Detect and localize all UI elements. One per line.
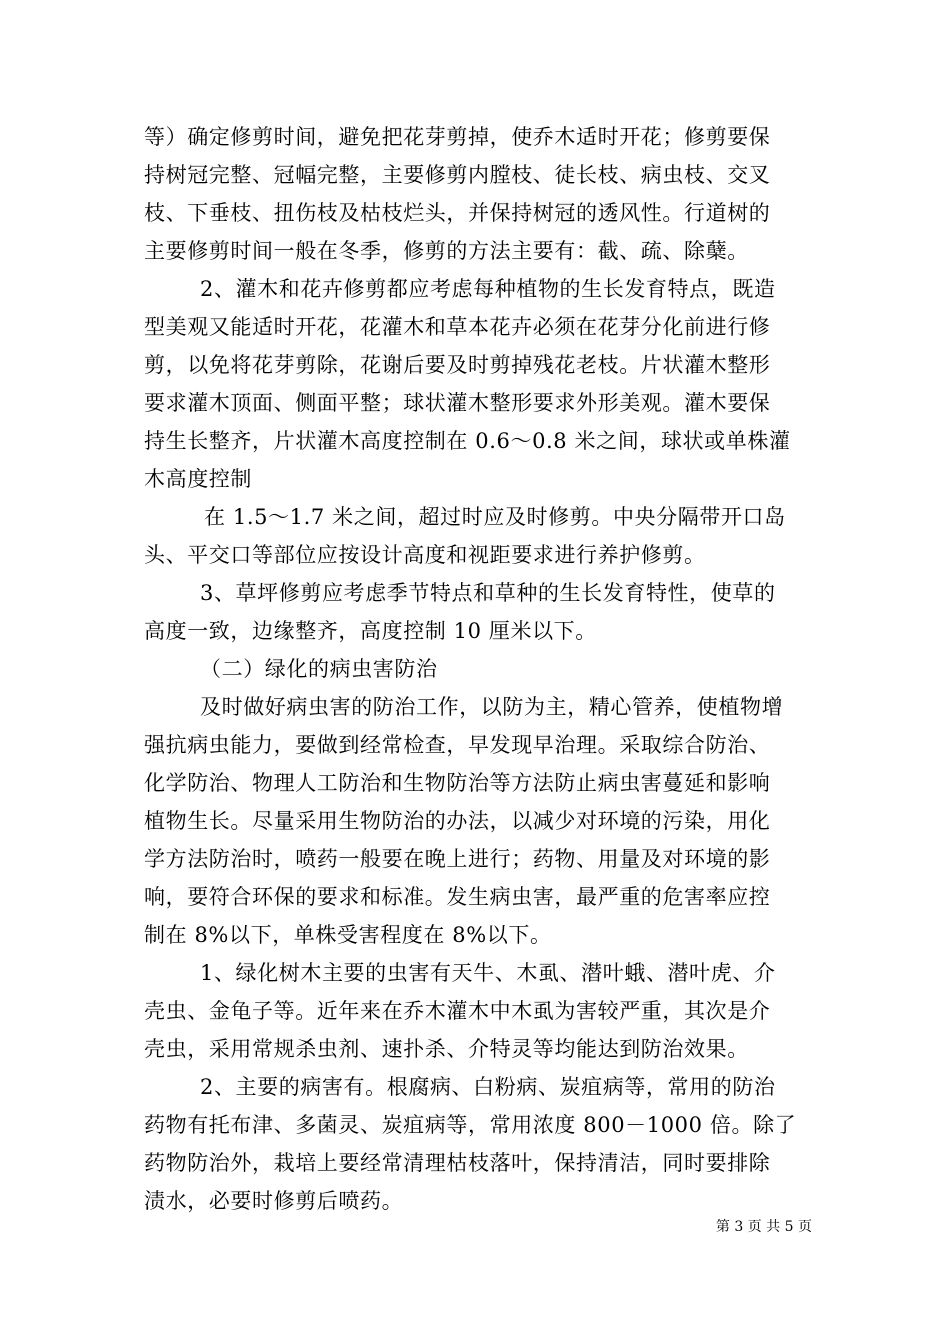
paragraph-line: 药物有托布津、多菌灵、炭疽病等，常用浓度 800－1000 倍。除了 bbox=[144, 1113, 797, 1137]
paragraph-line: 壳虫、金龟子等。近年来在乔木灌木中木虱为害较严重，其次是介 bbox=[144, 999, 771, 1023]
paragraph-line: 学方法防治时，喷药一般要在晚上进行；药物、用量及对环境的影 bbox=[144, 847, 771, 871]
paragraph-line: 2、灌木和花卉修剪都应考虑每种植物的生长发育特点，既造 bbox=[200, 277, 776, 301]
paragraph-line: 2、主要的病害有。根腐病、白粉病、炭疽病等，常用的防治 bbox=[200, 1075, 776, 1099]
paragraph-line: 头、平交口等部位应按设计高度和视距要求进行养护修剪。 bbox=[144, 543, 706, 567]
paragraph-line: 植物生长。尽量采用生物防治的办法，以减少对环境的污染，用化 bbox=[144, 809, 771, 833]
paragraph-line: 制在 8%以下，单株受害程度在 8%以下。 bbox=[144, 923, 552, 947]
paragraph-line: 要求灌木顶面、侧面平整；球状灌木整形要求外形美观。灌木要保 bbox=[144, 391, 771, 415]
paragraph-line: 枝、下垂枝、扭伤枝及枯枝烂头，并保持树冠的透风性。行道树的 bbox=[144, 201, 771, 225]
paragraph-line: 3、草坪修剪应考虑季节特点和草种的生长发育特性，使草的 bbox=[200, 581, 776, 605]
paragraph-line: 壳虫，采用常规杀虫剂、速扑杀、介特灵等均能达到防治效果。 bbox=[144, 1037, 749, 1061]
paragraph-line: 等）确定修剪时间，避免把花芽剪掉，使乔木适时开花；修剪要保 bbox=[144, 125, 771, 149]
paragraph-line: 强抗病虫能力，要做到经常检查，早发现早治理。采取综合防治、 bbox=[144, 733, 771, 757]
paragraph-line: 化学防治、物理人工防治和生物防治等方法防止病虫害蔓延和影响 bbox=[144, 771, 771, 795]
paragraph-line: 剪，以免将花芽剪除，花谢后要及时剪掉残花老枝。片状灌木整形 bbox=[144, 353, 771, 377]
paragraph-line: 响，要符合环保的要求和标准。发生病虫害，最严重的危害率应控 bbox=[144, 885, 771, 909]
paragraph-line: 及时做好病虫害的防治工作，以防为主，精心管养，使植物增 bbox=[200, 695, 784, 719]
section-heading: （二）绿化的病虫害防治 bbox=[200, 657, 438, 681]
paragraph-line: 药物防治外，栽培上要经常清理枯枝落叶，保持清洁，同时要排除 bbox=[144, 1151, 771, 1175]
page-number-footer: 第 3 页 共 5 页 bbox=[715, 1219, 812, 1235]
paragraph-line: 在 1.5～1.7 米之间，超过时应及时修剪。中央分隔带开口岛 bbox=[204, 505, 786, 529]
paragraph-line: 持树冠完整、冠幅完整，主要修剪内膛枝、徒长枝、病虫枝、交叉 bbox=[144, 163, 771, 187]
paragraph-line: 高度一致，边缘整齐，高度控制 10 厘米以下。 bbox=[144, 619, 597, 643]
paragraph-line: 渍水，必要时修剪后喷药。 bbox=[144, 1189, 404, 1213]
document-body bbox=[144, 118, 812, 1220]
paragraph-line: 木高度控制 bbox=[144, 467, 252, 491]
paragraph-line: 1、绿化树木主要的虫害有天牛、木虱、潜叶蛾、潜叶虎、介 bbox=[200, 961, 776, 985]
paragraph-line: 持生长整齐，片状灌木高度控制在 0.6～0.8 米之间，球状或单株灌 bbox=[144, 429, 791, 453]
paragraph-line: 主要修剪时间一般在冬季，修剪的方法主要有：截、疏、除蘖。 bbox=[144, 239, 749, 263]
paragraph-line: 型美观又能适时开花，花灌木和草本花卉必须在花芽分化前进行修 bbox=[144, 315, 771, 339]
